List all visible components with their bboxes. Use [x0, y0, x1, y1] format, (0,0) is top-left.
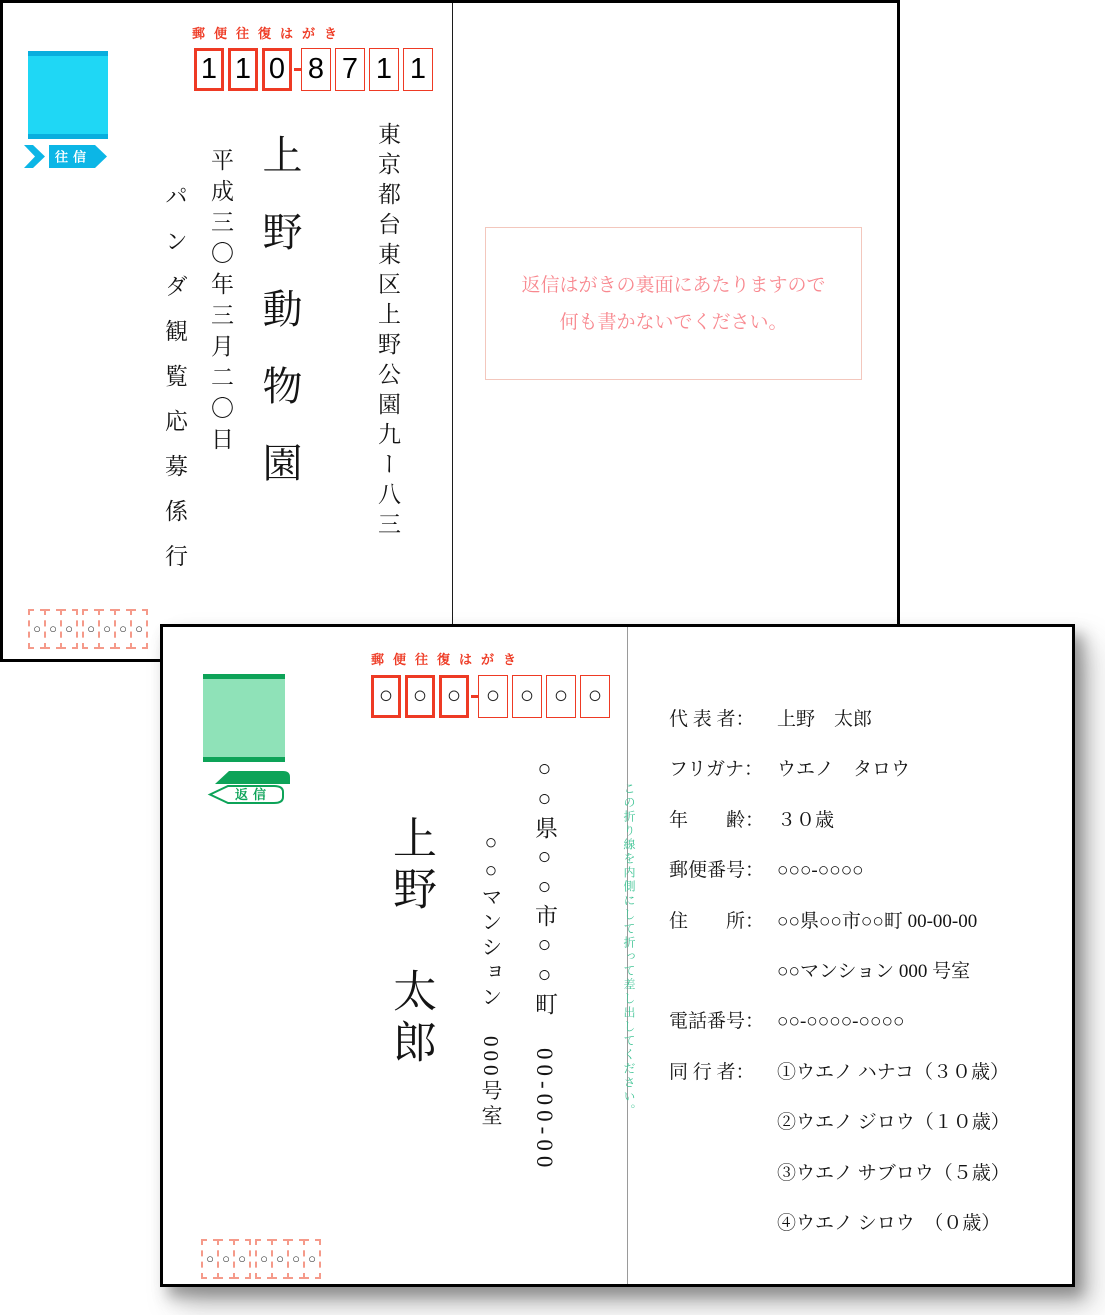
department-line: パンダ観覧応募係行: [162, 184, 187, 589]
form-label: 電話番号：: [669, 1011, 765, 1033]
form-label: フリガナ：: [669, 759, 764, 781]
reply-ribbon: [202, 769, 294, 805]
form-value: ○○○-○○○○: [777, 860, 864, 882]
sender-code-cell: ○: [201, 1239, 219, 1279]
sender-code-cell: ○: [271, 1239, 289, 1279]
sender-code-cell: ○: [44, 609, 62, 649]
form-value: ○○-○○○○-○○○○: [777, 1011, 905, 1033]
sender-code-cell: ○: [60, 609, 78, 649]
form-value: ○○県○○市○○町 00-00-00: [777, 910, 978, 932]
form-value: 上野 太郎: [777, 709, 873, 730]
form-label: 年 齢：: [669, 809, 765, 831]
sender-code-cell: ○: [217, 1239, 235, 1279]
postal-code-digit: 1: [403, 48, 433, 91]
stamp-area: [203, 674, 285, 762]
form-label: 同 行 者：: [669, 1061, 755, 1083]
reply-sender-postal-code-boxes: [201, 1239, 321, 1279]
fold-instruction-note: この折り線を内側にして折って差し出してください。: [622, 782, 636, 1118]
postal-code-placeholder: ○: [439, 675, 469, 718]
stamp-area: [28, 51, 108, 139]
sender-code-cell: ○: [82, 609, 100, 649]
postal-code-placeholder: ○: [512, 675, 542, 718]
postal-code-digit: 8: [301, 48, 331, 91]
sender-postal-code-boxes: [28, 609, 148, 649]
application-form: [669, 695, 1069, 1249]
reply-recipient-address-line2: ○○マンション 000号室: [479, 830, 503, 1130]
recipient-address: 東京都台東区上野公園九ー八三: [375, 122, 400, 542]
postal-code-placeholder: ○: [478, 675, 508, 718]
form-value: ④ウエノ シロウ （０歳）: [777, 1212, 1001, 1234]
reply-postal-code-boxes: [371, 675, 614, 718]
recipient-name: 上野動物園: [257, 134, 302, 519]
sender-code-cell: ○: [98, 609, 116, 649]
date-line: 平成三〇年三月二〇日: [208, 148, 233, 458]
form-row: [669, 1098, 1069, 1148]
form-row: [669, 997, 1069, 1047]
postal-code-digit: 1: [194, 48, 224, 91]
form-label: 代 表 者：: [669, 709, 755, 730]
form-value: ②ウエノ ジロウ（１０歳）: [777, 1112, 1010, 1134]
reply-recipient-address-line1: ○○県○○市○○町 00-00-00: [532, 756, 557, 1173]
ribbon-chevron-icon: [24, 145, 45, 168]
sender-code-cell: ○: [255, 1239, 273, 1279]
sender-code-cell: ○: [233, 1239, 251, 1279]
form-row: [669, 846, 1069, 896]
form-label: 住 所：: [669, 910, 765, 932]
form-value: ウエノ タロウ: [777, 759, 911, 781]
outbound-postal-code-boxes: [194, 48, 437, 91]
postal-code-placeholder: ○: [546, 675, 576, 718]
notice-line-2: 何も書かないでください。: [559, 311, 788, 333]
form-value: ○○マンション 000 号室: [777, 960, 971, 982]
outbound-postcard: [0, 0, 900, 662]
sender-code-group: [255, 1239, 321, 1279]
form-row: [669, 1048, 1069, 1098]
outbound-ribbon-label: 往信: [54, 149, 92, 165]
sender-code-cell: ○: [28, 609, 46, 649]
form-row: [669, 745, 1069, 795]
reply-postcard: [160, 624, 1075, 1287]
postal-code-digit: 0: [262, 48, 292, 91]
form-row: [669, 695, 1069, 745]
outbound-fold-line: [452, 3, 453, 659]
postal-code-digit: 1: [228, 48, 258, 91]
form-label: 郵便番号：: [669, 860, 765, 882]
ribbon-back-banner: [215, 771, 290, 784]
sender-code-cell: ○: [114, 609, 132, 649]
postal-code-placeholder: ○: [371, 675, 401, 718]
sender-code-group: [82, 609, 148, 649]
form-row: [669, 1199, 1069, 1249]
form-value: ３０歳: [777, 809, 835, 831]
outbound-ribbon: [24, 144, 108, 169]
sender-code-cell: ○: [130, 609, 148, 649]
form-row: [669, 897, 1069, 947]
form-value: ①ウエノ ハナコ（３０歳）: [777, 1061, 1009, 1083]
outbound-postcard-type-label: 郵便往復はがき: [192, 26, 347, 41]
postal-code-placeholder: ○: [405, 675, 435, 718]
sender-code-cell: ○: [287, 1239, 305, 1279]
form-row: [669, 947, 1069, 997]
form-row: [669, 1149, 1069, 1199]
notice-line-1: 返信はがきの裏面にあたりますので: [521, 274, 826, 296]
reply-back-notice-box: [485, 227, 862, 380]
sender-code-group: [28, 609, 78, 649]
postal-code-placeholder: ○: [580, 675, 610, 718]
form-value: ③ウエノ サブロウ（５歳）: [777, 1162, 1010, 1184]
reply-postcard-type-label: 郵便往復はがき: [371, 652, 526, 667]
postal-code-digit: 7: [335, 48, 365, 91]
form-row: [669, 796, 1069, 846]
sender-code-group: [201, 1239, 251, 1279]
reply-ribbon-label: 返信: [234, 787, 272, 802]
sender-code-cell: ○: [303, 1239, 321, 1279]
reply-recipient-name: 上野 太郎: [386, 815, 435, 1070]
postal-code-digit: 1: [369, 48, 399, 91]
